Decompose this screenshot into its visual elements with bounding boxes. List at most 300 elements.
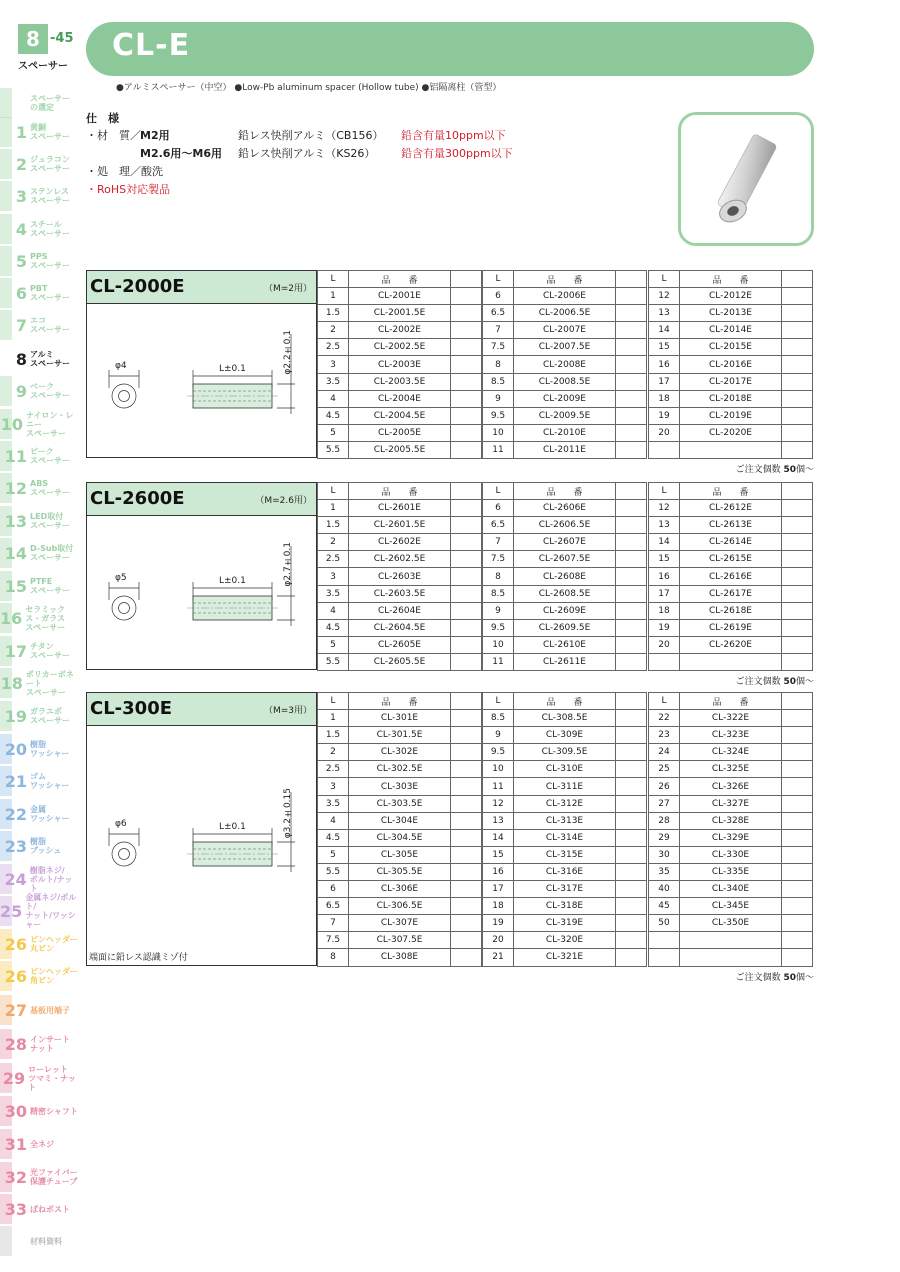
part-number-cell: CL-323E (680, 727, 782, 744)
part-number-cell: CL-2004.5E (349, 407, 451, 424)
part-number-cell: CL-305.5E (349, 863, 451, 880)
table-row (318, 602, 482, 619)
sidebar-strip (0, 310, 12, 340)
part-number-table (648, 482, 813, 671)
sidebar-strip (0, 473, 12, 503)
chapter-badge: 8 (18, 24, 48, 54)
table-row (649, 710, 813, 727)
table-row (318, 517, 482, 534)
blank-cell (782, 636, 813, 653)
table-row (649, 795, 813, 812)
product-name: CL-2000E (90, 276, 185, 297)
sidebar-item[interactable] (0, 441, 80, 471)
sidebar-item-label: PPS スペーサー (30, 252, 70, 270)
part-number-cell: CL-2008.5E (514, 373, 616, 390)
sidebar-strip (0, 1063, 12, 1093)
blank-cell (782, 744, 813, 761)
length-tolerance: L±0.1 (219, 364, 246, 374)
table-row (483, 812, 647, 829)
part-number-cell: CL-319E (514, 915, 616, 932)
col-header-l: L (483, 483, 514, 500)
length-cell: 30 (649, 846, 680, 863)
sidebar-item-number: 4 (15, 219, 27, 239)
table-row (649, 898, 813, 915)
sidebar-item-number: 10 (0, 414, 23, 434)
part-number-cell: CL-2007.5E (514, 339, 616, 356)
sidebar-item[interactable] (0, 1162, 80, 1192)
part-number-cell: CL-2606E (514, 500, 616, 517)
table-row (483, 288, 647, 305)
blank-cell (451, 288, 482, 305)
sidebar-item[interactable] (0, 181, 80, 211)
part-number-cell: CL-308E (349, 949, 451, 966)
sidebar-item[interactable] (0, 893, 80, 929)
sidebar-item[interactable] (0, 117, 80, 147)
blank-cell (616, 636, 647, 653)
col-header-l: L (649, 483, 680, 500)
sidebar-item-label: スチール スペーサー (30, 220, 70, 238)
part-number-cell: CL-2001.5E (349, 305, 451, 322)
min-order-note (736, 674, 814, 687)
length-cell: 10 (483, 636, 514, 653)
min-order-prefix: ご注文個数 (735, 677, 784, 688)
sidebar-strip (0, 701, 12, 731)
part-number-cell: CL-2605E (349, 636, 451, 653)
sidebar-item-number: 5 (15, 251, 27, 271)
blank-cell (451, 881, 482, 898)
sidebar-item[interactable] (0, 1096, 80, 1126)
part-number-cell: CL-314E (514, 829, 616, 846)
sidebar-item[interactable] (0, 929, 80, 959)
part-number-cell: CL-301.5E (349, 727, 451, 744)
sidebar-item[interactable] (0, 766, 80, 796)
sidebar-item[interactable] (0, 376, 80, 406)
material-label: ・材 質／ (86, 129, 141, 142)
sidebar-item[interactable] (0, 571, 80, 601)
blank-cell (782, 881, 813, 898)
sidebar-strip (0, 181, 12, 211)
min-order-qty: 50 (783, 677, 796, 688)
table-row (483, 932, 647, 949)
length-cell: 8.5 (483, 585, 514, 602)
sidebar-item-number: 29 (2, 1068, 26, 1088)
blank-cell (782, 551, 813, 568)
part-number-cell: CL-2616E (680, 568, 782, 585)
table-row (318, 881, 482, 898)
blank-cell (451, 568, 482, 585)
blank-cell (616, 339, 647, 356)
part-number-cell (680, 441, 782, 458)
sidebar-item-number: 19 (4, 706, 27, 726)
length-cell: 35 (649, 863, 680, 880)
blank-cell (782, 534, 813, 551)
product-title-box (86, 270, 317, 304)
sidebar-item-number: 13 (4, 511, 27, 531)
part-number-cell: CL-2020E (680, 424, 782, 441)
length-cell: 5 (318, 636, 349, 653)
blank-cell (451, 356, 482, 373)
part-number-cell: CL-328E (680, 812, 782, 829)
length-cell: 10 (483, 424, 514, 441)
part-number-cell: CL-320E (514, 932, 616, 949)
table-row (483, 710, 647, 727)
sidebar-item[interactable] (0, 1129, 80, 1159)
length-cell: 15 (649, 551, 680, 568)
part-number-cell: CL-2610E (514, 636, 616, 653)
sidebar-strip (0, 1226, 12, 1256)
m2-material: 鉛レス快削アルミ（CB156） (238, 129, 384, 142)
screw-size: （M=3用） (263, 706, 312, 716)
blank-cell (451, 636, 482, 653)
sidebar-item[interactable] (0, 734, 80, 764)
table-row (483, 778, 647, 795)
length-cell (649, 653, 680, 670)
length-cell: 3.5 (318, 795, 349, 812)
col-header-part: 品 番 (680, 693, 782, 710)
blank-cell (616, 778, 647, 795)
col-header-part: 品 番 (349, 693, 451, 710)
blank-cell (451, 761, 482, 778)
table-row (483, 407, 647, 424)
table-row (649, 390, 813, 407)
table-row (649, 846, 813, 863)
sidebar-item[interactable] (0, 149, 80, 179)
part-number-cell: CL-302.5E (349, 761, 451, 778)
table-row (649, 619, 813, 636)
length-cell: 9 (483, 727, 514, 744)
part-number-cell: CL-303E (349, 778, 451, 795)
part-number-cell: CL-305E (349, 846, 451, 863)
part-number-cell: CL-2606.5E (514, 517, 616, 534)
part-number-table (317, 692, 482, 967)
blank-cell (782, 356, 813, 373)
sidebar (0, 0, 82, 1272)
col-header-blank (782, 271, 813, 288)
blank-cell (451, 744, 482, 761)
blank-cell (616, 568, 647, 585)
length-cell: 1.5 (318, 517, 349, 534)
length-cell: 9.5 (483, 619, 514, 636)
part-number-cell: CL-2007E (514, 322, 616, 339)
sidebar-item-label: 光ファイバー 保護チューブ (30, 1168, 78, 1186)
length-cell: 45 (649, 898, 680, 915)
table-row (483, 585, 647, 602)
table-row (649, 653, 813, 670)
part-number-cell: CL-335E (680, 863, 782, 880)
part-number-cell: CL-2012E (680, 288, 782, 305)
blank-cell (782, 602, 813, 619)
table-row (649, 288, 813, 305)
table-row (483, 390, 647, 407)
sidebar-strip (0, 538, 12, 568)
sidebar-strip (0, 246, 12, 276)
specs-heading: 仕 様 (86, 112, 119, 125)
sidebar-item-number: 1 (15, 122, 27, 142)
part-number-cell (680, 653, 782, 670)
sidebar-item-number: 26 (4, 966, 27, 986)
product-block (86, 270, 814, 476)
length-cell: 6 (318, 881, 349, 898)
length-cell: 7.5 (318, 932, 349, 949)
blank-cell (451, 829, 482, 846)
blank-cell (782, 390, 813, 407)
sidebar-item[interactable] (0, 506, 80, 536)
sidebar-item-label: アルミ スペーサー (30, 350, 70, 368)
sidebar-item-number: 30 (4, 1101, 27, 1121)
length-cell: 10 (483, 761, 514, 778)
sidebar-item-label: ABS スペーサー (30, 479, 70, 497)
sidebar-item-label: ゴム ワッシャー (30, 772, 70, 790)
blank-cell (616, 829, 647, 846)
table-row (318, 653, 482, 670)
sidebar-item[interactable] (0, 214, 80, 244)
sidebar-item[interactable] (0, 864, 80, 894)
length-cell: 17 (483, 881, 514, 898)
sidebar-item[interactable] (0, 88, 80, 118)
blank-cell (616, 424, 647, 441)
length-cell: 4.5 (318, 619, 349, 636)
table-row (318, 949, 482, 966)
blank-cell (782, 932, 813, 949)
sidebar-item[interactable] (0, 1063, 80, 1093)
min-order-note (736, 462, 814, 475)
sidebar-strip (0, 214, 12, 244)
table-row (649, 305, 813, 322)
table-row (318, 915, 482, 932)
length-cell: 11 (483, 653, 514, 670)
table-row (483, 356, 647, 373)
part-number-cell: CL-2011E (514, 441, 616, 458)
part-number-table (317, 482, 482, 671)
length-cell: 7.5 (483, 551, 514, 568)
blank-cell (782, 619, 813, 636)
length-cell: 15 (649, 339, 680, 356)
blank-cell (782, 761, 813, 778)
blank-cell (451, 424, 482, 441)
part-number-cell: CL-2609E (514, 602, 616, 619)
table-row (483, 534, 647, 551)
sidebar-strip (0, 1029, 12, 1059)
sidebar-item[interactable] (0, 961, 80, 991)
m26-lead: 鉛含有量300ppm以下 (401, 147, 513, 160)
sidebar-item[interactable] (0, 603, 80, 633)
blank-cell (451, 602, 482, 619)
table-row (649, 500, 813, 517)
sidebar-item[interactable] (0, 409, 80, 439)
part-number-cell: CL-2619E (680, 619, 782, 636)
blank-cell (616, 710, 647, 727)
blank-cell (616, 322, 647, 339)
table-row (649, 424, 813, 441)
length-cell: 11 (483, 441, 514, 458)
m2-label: M2用 (140, 129, 170, 142)
sidebar-item[interactable] (0, 1226, 80, 1256)
part-number-cell: CL-309E (514, 727, 616, 744)
length-cell: 7 (318, 915, 349, 932)
part-number-cell: CL-2010E (514, 424, 616, 441)
part-number-cell: CL-330E (680, 846, 782, 863)
table-row (318, 288, 482, 305)
length-cell: 29 (649, 829, 680, 846)
sidebar-item[interactable] (0, 246, 80, 276)
part-number-cell: CL-2617E (680, 585, 782, 602)
table-row (649, 568, 813, 585)
table-row (483, 602, 647, 619)
part-number-cell: CL-2013E (680, 305, 782, 322)
sidebar-item-number: 31 (4, 1134, 27, 1154)
blank-cell (616, 373, 647, 390)
col-header-part: 品 番 (680, 483, 782, 500)
part-number-cell: CL-2002.5E (349, 339, 451, 356)
length-cell: 28 (649, 812, 680, 829)
length-cell: 4 (318, 812, 349, 829)
part-number-cell: CL-2608.5E (514, 585, 616, 602)
blank-cell (782, 585, 813, 602)
sidebar-item[interactable] (0, 1029, 80, 1059)
part-number-cell: CL-2003E (349, 356, 451, 373)
table-row (318, 829, 482, 846)
blank-cell (451, 915, 482, 932)
table-row (649, 322, 813, 339)
sidebar-item[interactable] (0, 831, 80, 861)
sidebar-item-label: ピンヘッダー 角ピン (30, 967, 78, 985)
table-row (649, 829, 813, 846)
sidebar-strip (0, 149, 12, 179)
sidebar-item[interactable] (0, 636, 80, 666)
table-row (649, 534, 813, 551)
sidebar-strip (0, 506, 12, 536)
table-row (318, 619, 482, 636)
table-row (649, 373, 813, 390)
product-photo (678, 112, 814, 246)
blank-cell (616, 761, 647, 778)
blank-cell (782, 322, 813, 339)
length-tolerance: L±0.1 (219, 576, 246, 586)
sidebar-item-label: インサート ナット (30, 1035, 70, 1053)
blank-cell (451, 898, 482, 915)
part-number-cell: CL-2604E (349, 602, 451, 619)
part-number-cell: CL-327E (680, 795, 782, 812)
col-header-blank (616, 483, 647, 500)
col-header-l: L (649, 693, 680, 710)
table-row (649, 932, 813, 949)
product-block (86, 692, 814, 984)
sidebar-item[interactable] (0, 1194, 80, 1224)
min-order-prefix: ご注文個数 (735, 465, 784, 476)
col-header-blank (451, 271, 482, 288)
col-header-blank (616, 271, 647, 288)
part-number-cell: CL-302E (349, 744, 451, 761)
length-cell: 17 (649, 585, 680, 602)
sidebar-item[interactable] (0, 995, 80, 1025)
length-cell: 3 (318, 568, 349, 585)
table-row (483, 373, 647, 390)
col-header-blank (782, 483, 813, 500)
blank-cell (451, 534, 482, 551)
part-number-cell: CL-329E (680, 829, 782, 846)
col-header-l: L (318, 693, 349, 710)
blank-cell (451, 390, 482, 407)
blank-cell (782, 568, 813, 585)
length-cell: 20 (649, 424, 680, 441)
length-cell: 7.5 (483, 339, 514, 356)
length-cell: 13 (649, 305, 680, 322)
length-cell: 26 (649, 778, 680, 795)
sidebar-item[interactable] (0, 668, 80, 698)
blank-cell (782, 653, 813, 670)
length-cell: 27 (649, 795, 680, 812)
table-row (649, 744, 813, 761)
length-cell: 19 (649, 407, 680, 424)
sidebar-item-number: 6 (15, 283, 27, 303)
part-number-cell: CL-2603.5E (349, 585, 451, 602)
length-cell: 12 (483, 795, 514, 812)
product-name: CL-2600E (90, 488, 185, 509)
sidebar-item-number: 7 (15, 315, 27, 335)
length-cell: 6 (483, 288, 514, 305)
part-number-cell: CL-322E (680, 710, 782, 727)
length-cell: 22 (649, 710, 680, 727)
table-row (483, 424, 647, 441)
part-number-cell: CL-350E (680, 915, 782, 932)
part-number-cell: CL-2609.5E (514, 619, 616, 636)
blank-cell (451, 322, 482, 339)
sidebar-item-number: 27 (4, 1000, 27, 1020)
table-row (649, 602, 813, 619)
sidebar-strip (0, 1194, 12, 1224)
sidebar-item-label: 基板用端子 (30, 1005, 70, 1015)
table-row (483, 517, 647, 534)
part-number-cell: CL-312E (514, 795, 616, 812)
sidebar-item[interactable] (0, 278, 80, 308)
table-row (649, 812, 813, 829)
part-number-cell: CL-2620E (680, 636, 782, 653)
sidebar-item-number: 2 (15, 154, 27, 174)
length-cell: 12 (649, 288, 680, 305)
length-cell (649, 932, 680, 949)
sidebar-item[interactable] (0, 310, 80, 340)
length-cell: 8 (318, 949, 349, 966)
sidebar-item[interactable] (0, 538, 80, 568)
dimension-drawing (86, 516, 317, 670)
length-cell (649, 949, 680, 966)
part-number-cell: CL-2615E (680, 551, 782, 568)
length-cell: 5 (318, 846, 349, 863)
blank-cell (782, 288, 813, 305)
part-number-cell: CL-2019E (680, 407, 782, 424)
sidebar-strip (0, 864, 12, 894)
sidebar-item[interactable] (0, 799, 80, 829)
sidebar-item[interactable] (0, 344, 80, 374)
blank-cell (782, 500, 813, 517)
blank-cell (782, 795, 813, 812)
col-header-l: L (318, 271, 349, 288)
sidebar-item-number: 21 (4, 771, 27, 791)
sidebar-item-number: 33 (4, 1199, 27, 1219)
sidebar-item[interactable] (0, 701, 80, 731)
sidebar-strip (0, 961, 12, 991)
part-number-cell: CL-2017E (680, 373, 782, 390)
sidebar-item-label: ばねポスト (30, 1204, 70, 1214)
col-header-l: L (649, 271, 680, 288)
col-header-part: 品 番 (514, 693, 616, 710)
sidebar-item[interactable] (0, 473, 80, 503)
min-order-prefix: ご注文個数 (735, 972, 784, 983)
part-number-table (482, 270, 647, 459)
length-cell: 16 (649, 356, 680, 373)
length-cell: 2.5 (318, 339, 349, 356)
dimension-drawing (86, 726, 317, 966)
